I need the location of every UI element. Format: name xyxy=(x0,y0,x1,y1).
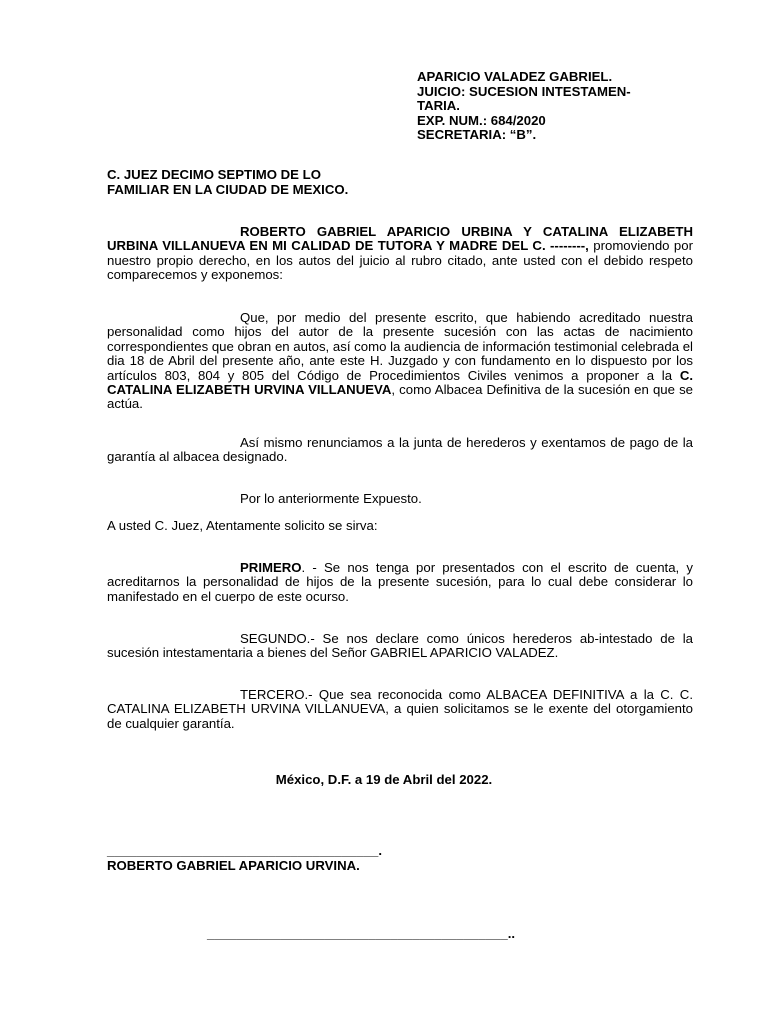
date-line: México, D.F. a 19 de Abril del 2022. xyxy=(275,772,493,787)
paragraph-expuesto-text: Por lo anteriormente Expuesto. xyxy=(240,491,422,506)
header-line-2: JUICIO: SUCESION INTESTAMEN- xyxy=(417,83,631,99)
tercero-text: TERCERO.- Que sea reconocida como ALBACEA DEFINITIVA a la C. C. CATALINA ELIZABETH URVINA VILLANUEVA, a quien solicitamos se le exente del otorgamiento de cualquier garantía. xyxy=(107,687,693,731)
header-line-3: TARIA. xyxy=(417,98,460,114)
addressee xyxy=(107,168,693,197)
paragraph-proposal-text: Que, por medio del presente escrito, que habiendo acreditado nuestra personalidad como hijos del autor de la presente sucesión con las actas de nacimiento correspondientes que obran en autos, así como la audiencia de información testimonial celebrada el dia 18 de Abril del presente año, ante este H. Juzgado y con fundamento en lo dispuesto por los artículos 803, 804 y 805 del Código de Procedimientos Civiles venimos a proponer a la xyxy=(107,310,693,383)
paragraph-renounce-text: Así mismo renunciamos a la junta de herederos y exentamos de pago de la garantía al albacea designado. xyxy=(107,435,693,465)
segundo-text: SEGUNDO.- Se nos declare como únicos herederos ab-intestado de la sucesión intestamentaria a bienes del Señor GABRIEL APARICIO VALADEZ. xyxy=(107,631,693,661)
paragraph-proposal-end: , como Albacea Definitiva de la sucesión en que se actúa. xyxy=(107,382,693,412)
signature-line-1: _____________________________________. xyxy=(107,843,383,858)
primero-text: . - Se nos tenga por presentados con el escrito de cuenta, y acreditarnos la personalidad de hijos de la presente sucesión, para lo cual debe considerar lo manifestado en el cuerpo de este ocurso. xyxy=(107,560,693,604)
petition-segundo xyxy=(107,632,693,661)
petitioners-names: ROBERTO GABRIEL APARICIO URBINA Y CATALINA ELIZABETH URBINA VILLANUEVA EN MI CALIDAD DE TUTORA Y MADRE DEL C. --------, xyxy=(107,224,693,254)
header-line-5: SECRETARIA: “B”. xyxy=(417,127,537,143)
petition-primero xyxy=(107,561,693,604)
signature-name-1: ROBERTO GABRIEL APARICIO URVINA. xyxy=(107,858,360,873)
signature-block-2 xyxy=(207,927,627,941)
paragraph-request-text: A usted C. Juez, Atentamente solicito se sirva: xyxy=(107,518,378,533)
case-header xyxy=(417,70,672,143)
intro-paragraph xyxy=(107,225,693,283)
header-line-4: EXP. NUM.: 684/2020 xyxy=(417,112,546,128)
signature-line-2: _________________________________________.. xyxy=(207,926,516,941)
paragraph-request xyxy=(107,519,693,533)
signature-block-1 xyxy=(107,843,693,873)
paragraph-expuesto xyxy=(107,492,693,506)
addressee-line-1: C. JUEZ DECIMO SEPTIMO DE LO xyxy=(107,167,321,182)
header-line-1: APARICIO VALADEZ GABRIEL. xyxy=(417,69,613,84)
proposed-executor-name: C. CATALINA ELIZABETH URVINA VILLANUEVA xyxy=(107,367,693,398)
paragraph-proposal xyxy=(107,311,693,412)
petition-tercero xyxy=(107,688,693,731)
primero-label: PRIMERO xyxy=(240,560,302,575)
intro-text: promoviendo por nuestro propio derecho, en los autos del juicio al rubro citado, ante usted con el debido respeto comparecemos y exponemos: xyxy=(107,238,693,283)
addressee-line-2: FAMILIAR EN LA CIUDAD DE MEXICO. xyxy=(107,181,349,197)
paragraph-renounce xyxy=(107,436,693,465)
